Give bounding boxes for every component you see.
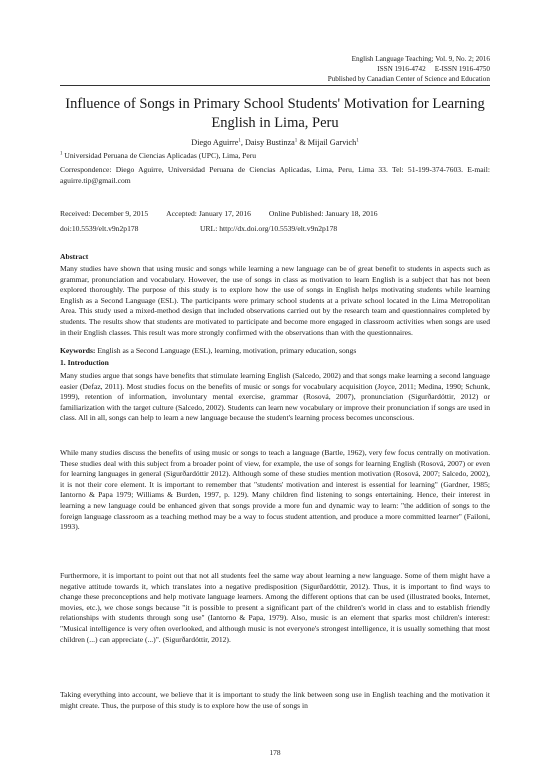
keywords-text: English as a Second Language (ESL), learning, motivation, primary education, songs [95, 346, 357, 355]
published-date: Online Published: January 18, 2016 [268, 209, 378, 218]
header-rule [60, 85, 490, 86]
journal-header [328, 54, 490, 84]
author-name: Mijail Garvich [307, 138, 357, 147]
doi-text: doi:10.5539/elt.v9n2p178 [60, 224, 139, 233]
author-name: Daisy Bustinza [244, 138, 295, 147]
accepted-date: Accepted: January 17, 2016 [166, 209, 251, 218]
paragraph: Furthermore, it is important to point out that not all students feel the same way about learning a new language. Some of them might have a negative attitude towards it, which translates into a negative predisposition (Sigurðardóttir, 2012). Thus, it is important to find ways to change these preconceptions and help motivate language learners. Among the different options that can be used (illustrated books, Internet, movies, etc.), we chose songs because "it is possible to present a significant part of the children's world in class and to establish friendly relationships with students through song use" (Iantorno & Papa, 1979). Also, music is an element that sparks most children's interest: "Musical intelligence is very often overlooked, and although music is not everyone's strongest intelligence, it is usually something that most children (...) can appreciate (...)". (Sigurðardóttir, 2012). [60, 571, 490, 644]
paragraph: While many studies discuss the benefits of using music or songs to teach a language (Bartle, 1962), very few focus centrally on motivation. These studies deal with this subject from a broader point of view, for example, the use of songs for learning English (Rosová, 2007) or even for learning languages in general (Sigurðardóttir 2012). Although some of these studies mention motivation (Rosová, 2007; Salcedo, 2002), it is not their core element. It is important to remember that "students' motivation and interest is essential for learning" (Gardner, 1985; Iantorno & Papa 1979; Williams & Burden, 1997, p. 129). Many children find listening to songs entertaining. Hence, their interest in learning a new language could be enhanced given that songs provide a more fun and dynamic way to learn: "the addition of songs to the foreign language classroom as a teaching method may be a way to focus student attention, and produce a more committed learner" (Failoni, 1993). [60, 448, 490, 532]
affiliation-text: Universidad Peruana de Ciencias Aplicadas (UPC), Lima, Peru [62, 151, 257, 160]
abstract-heading: Abstract [60, 252, 89, 261]
affiliation-marker: 1 [356, 138, 359, 144]
author-separator: , [240, 138, 245, 147]
keywords-label: Keywords: [60, 346, 96, 355]
journal-issn: ISSN 1916-4742 E-ISSN 1916-4750 [377, 65, 490, 73]
section-heading: 1. Introduction [60, 358, 109, 367]
author-list [60, 138, 490, 147]
journal-publisher: Published by Canadian Center of Science and Education [327, 75, 490, 83]
received-date: Received: December 9, 2015 [60, 209, 149, 218]
correspondence: Correspondence: Diego Aguirre, Universidad Peruana de Ciencias Aplicadas, Lima, Peru, Lima 33. Tel: 51-199-374-7603. E-mail: aguirre.tip@gmail.com [60, 165, 490, 185]
affiliation-marker: 1 [294, 138, 298, 144]
paper-title: Influence of Songs in Primary School Students' Motivation for Learning English in Lima, Peru [65, 96, 485, 131]
affiliation-marker: 1 [60, 151, 63, 157]
abstract-body: Many studies have shown that using music and songs while learning a new language can be of great benefit to students in aspects such as grammar, pronunciation and vocabulary. However, the use of songs in class as motivation to learn English is a subject that has not been explored thoroughly. The purpose of this study is to explore how the use of songs in English helps motivating students while learning English as a Second Language (ESL). The participants were primary school students at a private school located in the Lima Metropolitan Area. This study used a mixed-method design that included observations carried out by the research team and questionnaires completed by students. The results show that students are motivated to participate and become more engaged in classroom activities when songs are used in their English classes. This result was more strongly confirmed with the observations than with the questionnaires. [60, 264, 490, 337]
affiliation-marker: 1 [238, 138, 241, 144]
paragraph: Taking everything into account, we believe that it is important to study the link between song use in English teaching and the motivation it might create. Thus, the purpose of this study is to explore how the use of songs in [60, 690, 490, 710]
doi-url[interactable]: URL: http://dx.doi.org/10.5539/elt.v9n2p178 [200, 224, 338, 233]
affiliation [60, 151, 490, 162]
doi-line [60, 224, 490, 235]
paragraph: Many studies argue that songs have benefits that stimulate learning English (Salcedo, 2002) and that songs make learning a second language easier (Defaz, 2011). Most studies focus on the benefits of music or songs for vocabulary acquisition (Joyce, 2011; Medina, 1990; Schunk, 1999), retention of information, involuntary mental exercise, grammar (Rosová, 2007), pronunciation (Sigurðardóttir, 2012) or familiarization with the target culture (Salcedo, 2002). Students can learn new vocabulary or improve their pronunciation if songs are used in class. All in all, songs can help to learn a new language because the student's learning process becomes unconscious. [60, 371, 490, 423]
author-name: Diego Aguirre [191, 138, 239, 147]
publication-dates [60, 209, 490, 220]
page-number: 178 [269, 748, 281, 757]
keywords [60, 346, 490, 357]
author-separator: & [297, 138, 308, 147]
journal-citation: English Language Teaching; Vol. 9, No. 2; 2016 [351, 55, 490, 63]
